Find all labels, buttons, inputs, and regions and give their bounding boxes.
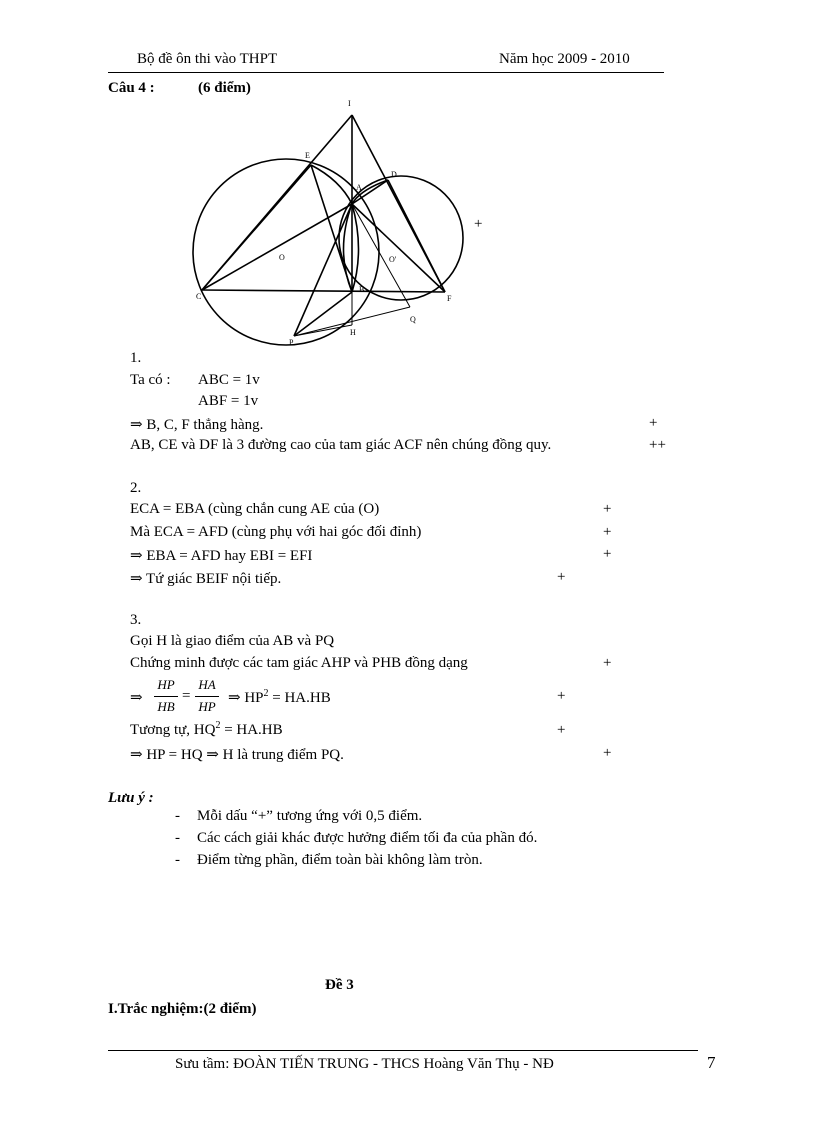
- fraction1-bar: [154, 696, 178, 697]
- geometry-figure: [0, 0, 816, 360]
- section-title: Đề 3: [325, 977, 354, 993]
- part3-line3-arrow: ⇒: [130, 690, 143, 706]
- header-right: Năm học 2009 - 2010: [499, 51, 630, 67]
- label-h: H: [350, 328, 356, 337]
- notes-title: Lưu ý :: [108, 790, 154, 806]
- part1-number: 1.: [130, 350, 142, 366]
- section-subtitle: I.Trắc nghiệm:(2 điểm): [108, 1001, 257, 1017]
- label-o: O: [279, 253, 285, 262]
- line-ca: [202, 204, 352, 290]
- label-p: P: [289, 338, 294, 347]
- label-c: C: [196, 292, 202, 301]
- footer-rule: [108, 1050, 698, 1051]
- part3-line4: Tương tự, $HQ^2 = HA.HB$: [130, 720, 283, 738]
- label-i: I: [348, 99, 351, 108]
- note-item-2: Các cách giải khác được hưởng điểm tối đa của phần đó.: [197, 830, 538, 846]
- part3-line2-mark: +: [603, 655, 612, 671]
- part3-line2: Chứng minh được các tam giác AHP và PHB đồng dạng: [130, 655, 468, 671]
- part2-line4-mark: +: [557, 569, 566, 585]
- part3-line5-mark: +: [603, 745, 612, 761]
- label-f: F: [447, 294, 452, 303]
- part1-line1: ABC = 1v: [198, 372, 260, 388]
- figure-plus-mark: +: [474, 216, 483, 232]
- fraction-equals: =: [182, 688, 191, 704]
- part1-line3-mark: +: [649, 415, 658, 431]
- part1-line2: ABF = 1v: [198, 393, 259, 409]
- arc-dab: [344, 180, 389, 292]
- label-b: B: [359, 285, 365, 294]
- part3-line4-mark: +: [557, 722, 566, 738]
- fraction1-denominator: HB: [157, 699, 175, 714]
- circle-o: [193, 159, 379, 345]
- part2-number: 2.: [130, 480, 142, 496]
- line-pb: [294, 292, 352, 336]
- part2-line3: ⇒ EBA = AFD hay EBI = EFI: [130, 548, 313, 564]
- part3-line5: ⇒ HP = HQ ⇒ H là trung điểm PQ.: [130, 747, 344, 763]
- footer-text: Sưu tầm: ĐOÀN TIẾN TRUNG - THCS Hoàng Văn Thụ - NĐ: [175, 1056, 554, 1072]
- part2-line4: ⇒ Tứ giác BEIF nội tiếp.: [130, 571, 282, 587]
- header-left: Bộ đề ôn thi vào THPT: [137, 51, 278, 67]
- line-ph: [294, 325, 352, 336]
- fraction2-bar: [195, 696, 219, 697]
- fraction2-numerator: HA: [198, 677, 216, 692]
- part3-number: 3.: [130, 612, 142, 628]
- line-fd: [388, 180, 445, 292]
- label-a: A: [356, 183, 362, 192]
- question-points: (6 điểm): [198, 80, 251, 96]
- part2-line1: ECA = EBA (cùng chắn cung AE của (O): [130, 501, 380, 517]
- part3-line3-mark: +: [557, 688, 566, 704]
- part2-line3-mark: +: [603, 546, 612, 562]
- part2-line2-mark: +: [603, 524, 612, 540]
- fraction1-numerator: HP: [157, 677, 175, 692]
- line-pa: [294, 204, 352, 336]
- part1-line4-mark: ++: [649, 437, 666, 453]
- label-q: Q: [410, 315, 416, 324]
- note-dash-1: -: [175, 808, 180, 824]
- note-dash-2: -: [175, 830, 180, 846]
- page-number: 7: [707, 1053, 716, 1072]
- part1-line3: ⇒ B, C, F thẳng hàng.: [130, 417, 264, 433]
- fraction2-denominator: HP: [198, 699, 216, 714]
- part1-prefix: Ta có :: [130, 372, 171, 388]
- part2-line1-mark: +: [603, 501, 612, 517]
- note-dash-3: -: [175, 852, 180, 868]
- part2-line2: Mà ECA = AFD (cùng phụ với hai góc đối đỉnh): [130, 524, 422, 540]
- line-fa: [352, 204, 445, 292]
- part1-line4: AB, CE và DF là 3 đường cao của tam giác ACF nên chúng đồng quy.: [130, 437, 552, 453]
- label-d: D: [391, 170, 397, 179]
- label-e: E: [305, 151, 310, 160]
- line-cf: [202, 290, 445, 292]
- part3-line1: Gọi H là giao điểm của AB và PQ: [130, 633, 335, 649]
- note-item-1: Mỗi dấu “+” tương ứng với 0,5 điểm.: [197, 808, 423, 824]
- question-label: Câu 4 :: [108, 80, 155, 96]
- note-item-3: Điểm từng phần, điểm toàn bài không làm tròn.: [197, 852, 483, 868]
- label-o-prime: O': [389, 255, 397, 264]
- part3-line3-result: ⇒ $HP^2 = HA.HB$: [228, 688, 331, 706]
- line-ce: [202, 165, 311, 290]
